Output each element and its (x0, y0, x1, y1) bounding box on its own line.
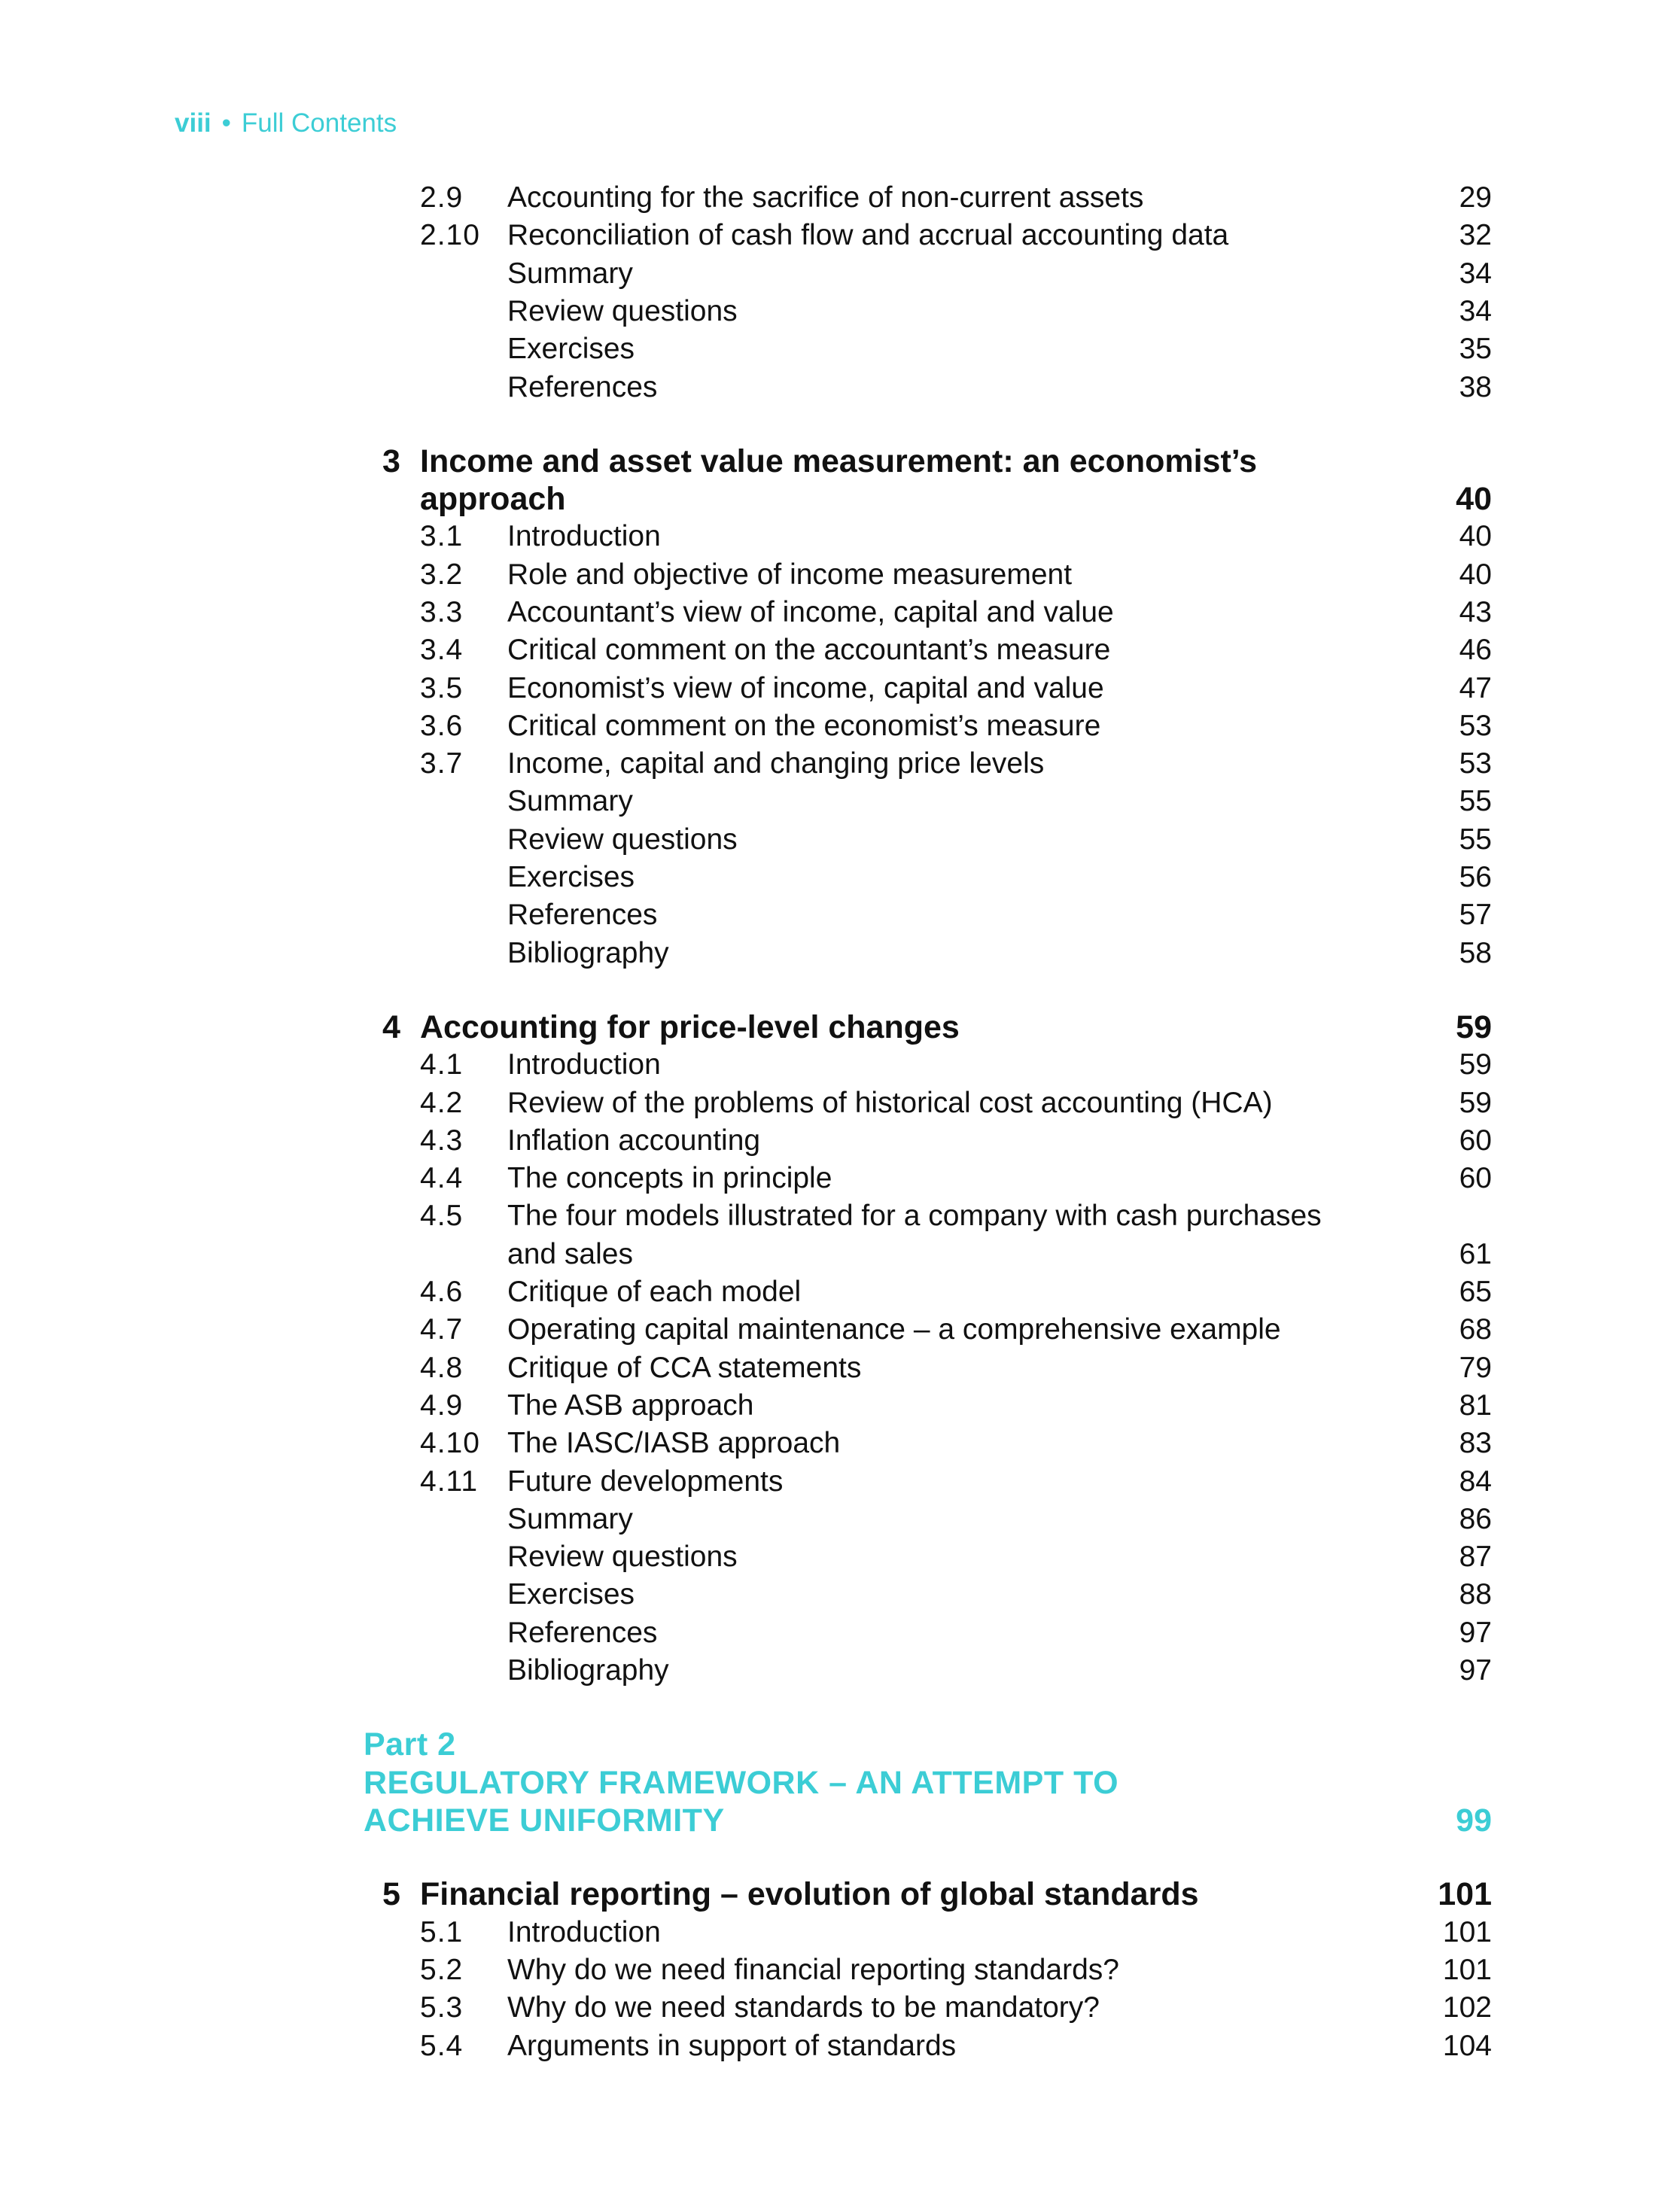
entry-title: approach (420, 481, 566, 517)
entry-title: Critique of each model (507, 1276, 802, 1308)
entry-title: Critical comment on the economist’s measure (507, 710, 1101, 742)
entry-title: Income and asset value measurement: an economist’s (420, 443, 1258, 479)
page-number: 59 (1459, 1087, 1492, 1119)
section-number: 3.2 (420, 558, 464, 591)
section-number: 4 (382, 1009, 401, 1045)
page-number: 60 (1459, 1162, 1492, 1194)
toc-entry (0, 179, 1680, 217)
toc-entry (0, 594, 1680, 631)
entry-title: Introduction (507, 1048, 661, 1081)
page-number: 102 (1442, 1991, 1492, 2024)
toc-entry (0, 369, 1680, 406)
page-number: 59 (1459, 1048, 1492, 1081)
toc-entry (0, 1122, 1680, 1160)
page-number: 88 (1459, 1578, 1492, 1611)
section-number: 4.2 (420, 1087, 464, 1119)
entry-title: Exercises (507, 861, 635, 893)
toc-entry (0, 707, 1680, 745)
entry-title: Accounting for the sacrifice of non-current assets (507, 181, 1144, 214)
page-number: 101 (1442, 1954, 1492, 1986)
entry-title: References (507, 371, 658, 403)
section-number: 4.11 (420, 1465, 479, 1498)
toc-entry (0, 1951, 1680, 1989)
entry-title: Future developments (507, 1465, 784, 1498)
section-number: 4.9 (420, 1389, 464, 1422)
entry-title: Summary (507, 257, 633, 290)
toc-entry (0, 1652, 1680, 1690)
page-number: 57 (1459, 899, 1492, 931)
page-number: 81 (1459, 1389, 1492, 1422)
entry-title: Accounting for price-level changes (420, 1009, 960, 1045)
toc-entry (0, 330, 1680, 368)
section-number: 4.10 (420, 1427, 480, 1459)
section-number: 4.3 (420, 1124, 464, 1157)
section-number: 2.9 (420, 181, 464, 214)
entry-title: References (507, 1617, 658, 1649)
entry-title: Critique of CCA statements (507, 1352, 862, 1384)
page-number: 79 (1459, 1352, 1492, 1384)
toc-entry (0, 1197, 1680, 1235)
section-number: 5.3 (420, 1991, 464, 2024)
section-number: 5.4 (420, 2030, 464, 2062)
entry-title: Why do we need financial reporting standards? (507, 1954, 1119, 1986)
section-number: 5.2 (420, 1954, 464, 1986)
section-number: 3.5 (420, 672, 464, 704)
toc-entry (0, 217, 1680, 254)
page-number: 104 (1442, 2030, 1492, 2062)
page-number: 83 (1459, 1427, 1492, 1459)
entry-title: Exercises (507, 333, 635, 365)
page-number: 101 (1442, 1916, 1492, 1948)
entry-title: Introduction (507, 1916, 661, 1948)
toc-entry (0, 2027, 1680, 2065)
page-number: 38 (1459, 371, 1492, 403)
page-number: 35 (1459, 333, 1492, 365)
entry-title: Financial reporting – evolution of global standards (420, 1876, 1199, 1912)
toc-entry (0, 1989, 1680, 2027)
chapter-heading (0, 480, 1680, 518)
chapter-heading (0, 1008, 1680, 1046)
page-number: 59 (1456, 1009, 1492, 1045)
page-number: 56 (1459, 861, 1492, 893)
toc-entry (0, 1576, 1680, 1614)
entry-title: Exercises (507, 1578, 635, 1611)
toc-entry (0, 783, 1680, 820)
entry-title: Summary (507, 785, 633, 817)
entry-title: Accountant’s view of income, capital and value (507, 596, 1114, 628)
section-number: 4.7 (420, 1313, 464, 1346)
page-number: 40 (1456, 481, 1492, 517)
entry-title: The IASC/IASB approach (507, 1427, 841, 1459)
toc-entry (0, 745, 1680, 783)
toc-entry (0, 896, 1680, 934)
toc-entry (0, 1463, 1680, 1501)
page-number: 40 (1459, 558, 1492, 591)
page-number: 87 (1459, 1541, 1492, 1573)
page-number: 55 (1459, 785, 1492, 817)
toc-entry (0, 1084, 1680, 1122)
toc-entry (0, 821, 1680, 859)
page-number: 97 (1459, 1654, 1492, 1687)
section-number: 3.7 (420, 747, 464, 780)
page-number: 84 (1459, 1465, 1492, 1498)
page-number: 34 (1459, 295, 1492, 327)
page-number: 32 (1459, 219, 1492, 251)
toc-entry (0, 1311, 1680, 1349)
page-number: 65 (1459, 1276, 1492, 1308)
part-heading (0, 1726, 1680, 1763)
section-number: 4.5 (420, 1200, 464, 1232)
toc-entry (0, 1501, 1680, 1538)
entry-title: Bibliography (507, 937, 669, 969)
running-title: Full Contents (241, 108, 397, 138)
entry-title: Introduction (507, 520, 661, 552)
chapter-heading (0, 1875, 1680, 1913)
entry-title: The ASB approach (507, 1389, 754, 1422)
toc-entry (0, 1046, 1680, 1084)
toc-entry (0, 255, 1680, 293)
toc-entry (0, 1538, 1680, 1576)
section-number: 4.1 (420, 1048, 464, 1081)
part-heading (0, 1764, 1680, 1802)
page-number: 47 (1459, 672, 1492, 704)
entry-title: Summary (507, 1503, 633, 1535)
entry-title: The concepts in principle (507, 1162, 832, 1194)
toc-entry (0, 1614, 1680, 1652)
part-heading (0, 1802, 1680, 1839)
toc-entry (0, 556, 1680, 594)
page-number: 58 (1459, 937, 1492, 969)
entry-title: and sales (507, 1238, 633, 1270)
section-number: 5.1 (420, 1916, 464, 1948)
page-number: viii (175, 108, 212, 138)
section-number: 4.4 (420, 1162, 464, 1194)
entry-title: Operating capital maintenance – a comprehensive example (507, 1313, 1281, 1346)
toc-entry (0, 1425, 1680, 1462)
toc-entry (0, 1914, 1680, 1951)
page-number: 40 (1459, 520, 1492, 552)
entry-title: Part 2 (364, 1726, 456, 1763)
page-number: 68 (1459, 1313, 1492, 1346)
page-number: 97 (1459, 1617, 1492, 1649)
entry-title: Income, capital and changing price levels (507, 747, 1045, 780)
entry-title: Economist’s view of income, capital and value (507, 672, 1104, 704)
entry-title: Arguments in support of standards (507, 2030, 957, 2062)
header-separator: • (221, 108, 231, 138)
page-number: 53 (1459, 710, 1492, 742)
toc-entry (0, 1273, 1680, 1311)
entry-title: Why do we need standards to be mandatory? (507, 1991, 1100, 2024)
toc-entry (0, 1349, 1680, 1387)
page-number: 53 (1459, 747, 1492, 780)
page-number: 99 (1456, 1802, 1492, 1839)
entry-title: Review questions (507, 295, 738, 327)
chapter-heading (0, 443, 1680, 480)
page-number: 34 (1459, 257, 1492, 290)
section-number: 3 (382, 443, 401, 479)
entry-title: Reconciliation of cash flow and accrual accounting data (507, 219, 1229, 251)
page-number: 61 (1459, 1238, 1492, 1270)
section-number: 4.6 (420, 1276, 464, 1308)
entry-title: Bibliography (507, 1654, 669, 1687)
page-number: 86 (1459, 1503, 1492, 1535)
section-number: 3.4 (420, 634, 464, 666)
section-number: 3.1 (420, 520, 464, 552)
section-number: 5 (382, 1876, 401, 1912)
page-number: 60 (1459, 1124, 1492, 1157)
toc-entry (0, 1160, 1680, 1197)
entry-title: Critical comment on the accountant’s measure (507, 634, 1111, 666)
toc-entry (0, 670, 1680, 707)
toc-entry (0, 631, 1680, 669)
page-number: 101 (1438, 1876, 1492, 1912)
page-number: 43 (1459, 596, 1492, 628)
toc-entry (0, 859, 1680, 896)
entry-title: Role and objective of income measurement (507, 558, 1073, 591)
section-number: 3.3 (420, 596, 464, 628)
entry-title: Review questions (507, 823, 738, 856)
toc-entry (0, 1236, 1680, 1273)
entry-title: References (507, 899, 658, 931)
toc-entry (0, 1387, 1680, 1425)
toc-entry (0, 518, 1680, 555)
section-number: 3.6 (420, 710, 464, 742)
page-number: 46 (1459, 634, 1492, 666)
entry-title: Review questions (507, 1541, 738, 1573)
entry-title: REGULATORY FRAMEWORK – AN ATTEMPT TO (364, 1765, 1119, 1801)
entry-title: The four models illustrated for a company with cash purchases (507, 1200, 1322, 1232)
section-number: 2.10 (420, 219, 480, 251)
page-number: 55 (1459, 823, 1492, 856)
section-number: 4.8 (420, 1352, 464, 1384)
toc-entry (0, 935, 1680, 972)
entry-title: Inflation accounting (507, 1124, 761, 1157)
toc-entry (0, 293, 1680, 330)
page-number: 29 (1459, 181, 1492, 214)
entry-title: Review of the problems of historical cost accounting (HCA) (507, 1087, 1273, 1119)
entry-title: ACHIEVE UNIFORMITY (364, 1802, 725, 1839)
